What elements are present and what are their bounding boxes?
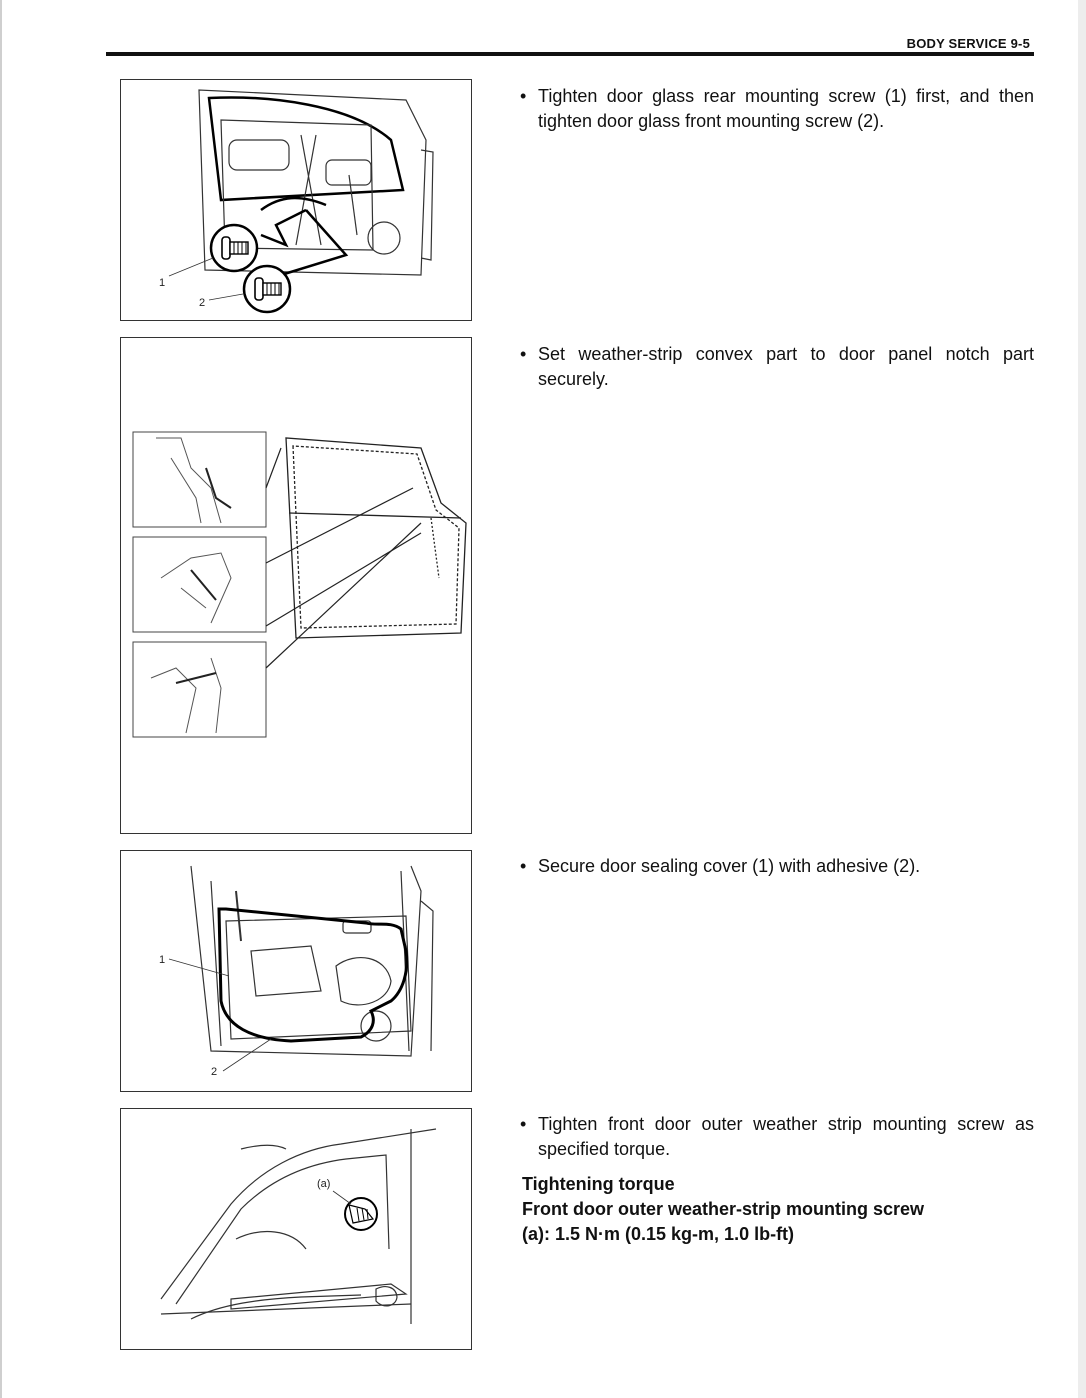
door-shell-outline xyxy=(191,866,421,1056)
leader-bottom xyxy=(266,523,421,668)
figure-weather-strip-notch xyxy=(120,337,472,834)
weather-strip-illustration xyxy=(121,338,471,833)
callout-label-a: (a) xyxy=(317,1178,331,1190)
screw-1-icon xyxy=(211,225,257,271)
bullet: • xyxy=(520,1114,527,1134)
callout-label-1: 1 xyxy=(159,277,166,289)
adhesive-bead xyxy=(219,909,407,1041)
callout-line-a xyxy=(333,1191,351,1204)
mirror-outline xyxy=(236,1232,306,1249)
callout-label-1: 1 xyxy=(159,954,166,966)
bullet: • xyxy=(520,856,527,876)
panel-opening xyxy=(229,140,289,170)
outer-weather-strip-illustration xyxy=(121,1109,471,1349)
sealing-cover-illustration xyxy=(121,851,471,1091)
leader-screw-2 xyxy=(281,210,346,275)
torque-item: Front door outer weather-strip mounting screw xyxy=(522,1199,925,1219)
instruction-step-4 xyxy=(520,1112,1034,1162)
door-hinge-side xyxy=(421,150,433,260)
regulator-rail xyxy=(349,175,357,235)
torque-heading: Tightening torque xyxy=(522,1174,675,1194)
door-upper-frame xyxy=(161,1129,436,1299)
torque-spec xyxy=(522,1172,1036,1247)
step-text: Secure door sealing cover (1) with adhesive (2). xyxy=(538,856,921,876)
detail-box-middle xyxy=(133,537,266,632)
door-glass-illustration xyxy=(121,80,471,320)
page-header-title: BODY SERVICE 9-5 xyxy=(906,36,1030,51)
instruction-step-3 xyxy=(520,854,1034,879)
callout-line-2 xyxy=(209,294,243,300)
step-text: Set weather-strip convex part to door panel notch part securely. xyxy=(538,344,1034,389)
figure-outer-weather-strip-screw xyxy=(120,1108,472,1350)
panel-opening-2 xyxy=(326,160,371,185)
callout-label-2: 2 xyxy=(199,297,206,309)
screw-2-icon xyxy=(244,266,290,312)
callout-line-2 xyxy=(223,1039,271,1071)
panel-cutout-2 xyxy=(336,958,391,1005)
step-text: Tighten front door outer weather strip mounting screw as specified torque. xyxy=(538,1114,1034,1159)
torque-value: (a): 1.5 N·m (0.15 kg-m, 1.0 lb-ft) xyxy=(522,1224,795,1244)
step-text: Tighten door glass rear mounting screw (1) first, and then tighten door glass front mounting screw (2). xyxy=(538,86,1034,131)
detail-box-top xyxy=(133,432,266,527)
leader-bottom-b xyxy=(266,533,421,626)
figure-door-sealing-cover xyxy=(120,850,472,1092)
figure-door-glass-screws xyxy=(120,79,472,321)
bullet: • xyxy=(520,86,527,106)
instruction-step-2 xyxy=(520,342,1034,392)
door-frame-outline xyxy=(286,438,466,638)
detail-box-bottom xyxy=(133,642,266,737)
callout-label-2: 2 xyxy=(211,1066,218,1078)
glass-bottom-edge xyxy=(261,198,326,210)
panel-cutout xyxy=(251,946,321,996)
leader-top-a xyxy=(266,448,281,488)
header-rule xyxy=(106,52,1034,56)
glass-outline xyxy=(209,97,403,200)
speaker-hole xyxy=(361,1011,391,1041)
belt-line xyxy=(289,513,461,518)
callout-line-1 xyxy=(169,258,213,276)
instruction-step-1 xyxy=(520,84,1034,134)
bullet: • xyxy=(520,344,527,364)
regulator-arms xyxy=(296,135,321,245)
